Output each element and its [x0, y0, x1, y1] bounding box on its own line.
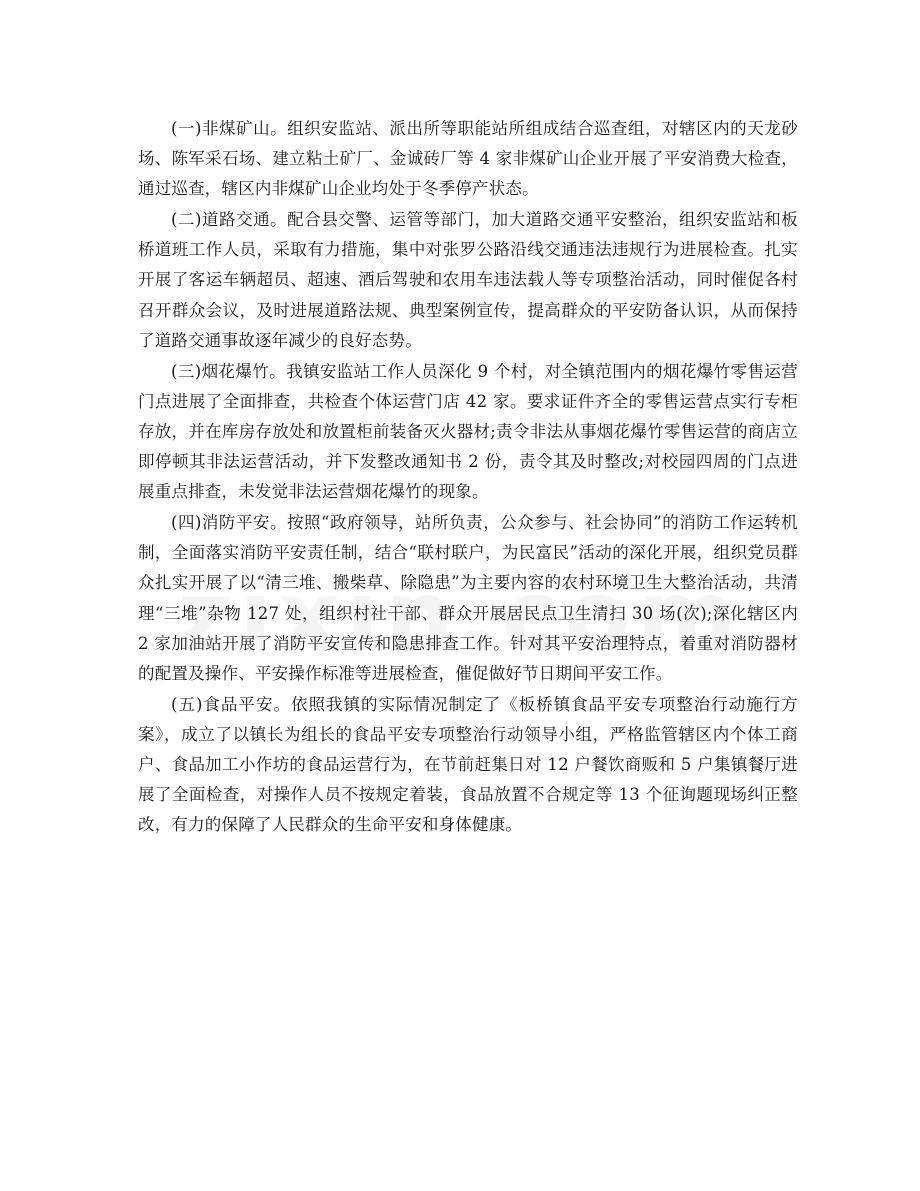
paragraph-fireworks: (三)烟花爆竹。我镇安监站工作人员深化 9 个村，对全镇范围内的烟花爆竹零售运营门点进展了全面排查，共检查个体运营门店 42 家。要求证件齐全的零售运营点实行专柜存放，并在库房存放处和放置柜前装备灭火器材;责令非法从事烟花爆竹零售运营的商店立即停顿其非法运营活动，并下发整改通知书 2 份，责令其及时整改;对校园四周的门点进展重点排查，未发觉非法运营烟花爆竹的现象。 [138, 361, 798, 502]
paragraph-food-safety: (五)食品平安。依照我镇的实际情况制定了《板桥镇食品平安专项整治行动施行方案》，成立了以镇长为组长的食品平安专项整治行动领导小组，严格监管辖区内个体工商户、食品加工小作坊的食品运营行为，在节前赶集日对 12 户餐饮商贩和 5 户集镇餐厅进展了全面检查，对操作人员不按规定着装，食品放置不合规定等 13 个征询题现场纠正整改，有力的保障了人民群众的生命平安和身体健康。 [138, 694, 798, 835]
paragraph-road-traffic: (二)道路交通。配合县交警、运管等部门，加大道路交通平安整治，组织安监站和板桥道班工作人员，采取有力措施，集中对张罗公路沿线交通违法违规行为进展检查。扎实开展了客运车辆超员、超速、酒后驾驶和农用车违法载人等专项整治活动，同时催促各村召开群众会议，及时进展道路法规、典型案例宣传，提高群众的平安防备认识，从而保持了道路交通事故逐年减少的良好态势。 [138, 210, 798, 350]
paragraph-fire-safety: (四)消防平安。按照“政府领导，站所负责，公众参与、社会协同”的消防工作运转机制，全面落实消防平安责任制，结合“联村联户，为民富民”活动的深化开展，组织党员群众扎实开展了以“清三堆、搬柴草、除隐患”为主要内容的农村环境卫生大整治活动，共清理“三堆”杂物 127 处，组织村社干部、群众开展居民点卫生清扫 30 场(次);深化辖区内 2 家加油站开展了消防平安宣传和隐患排查工作。针对其平安治理特点，着重对消防器材的配置及操作、平安操作标准等进展检查，催促做好节日期间平安工作。 [138, 513, 798, 683]
paragraph-non-coal-mines: (一)非煤矿山。组织安监站、派出所等职能站所组成结合巡查组，对辖区内的天龙砂场、陈军采石场、建立粘土矿厂、金诚砖厂等 4 家非煤矿山企业开展了平安消费大检查，通过巡查，辖区内非煤矿山企业均处于冬季停产状态。 [138, 119, 798, 199]
document-body [138, 114, 798, 841]
